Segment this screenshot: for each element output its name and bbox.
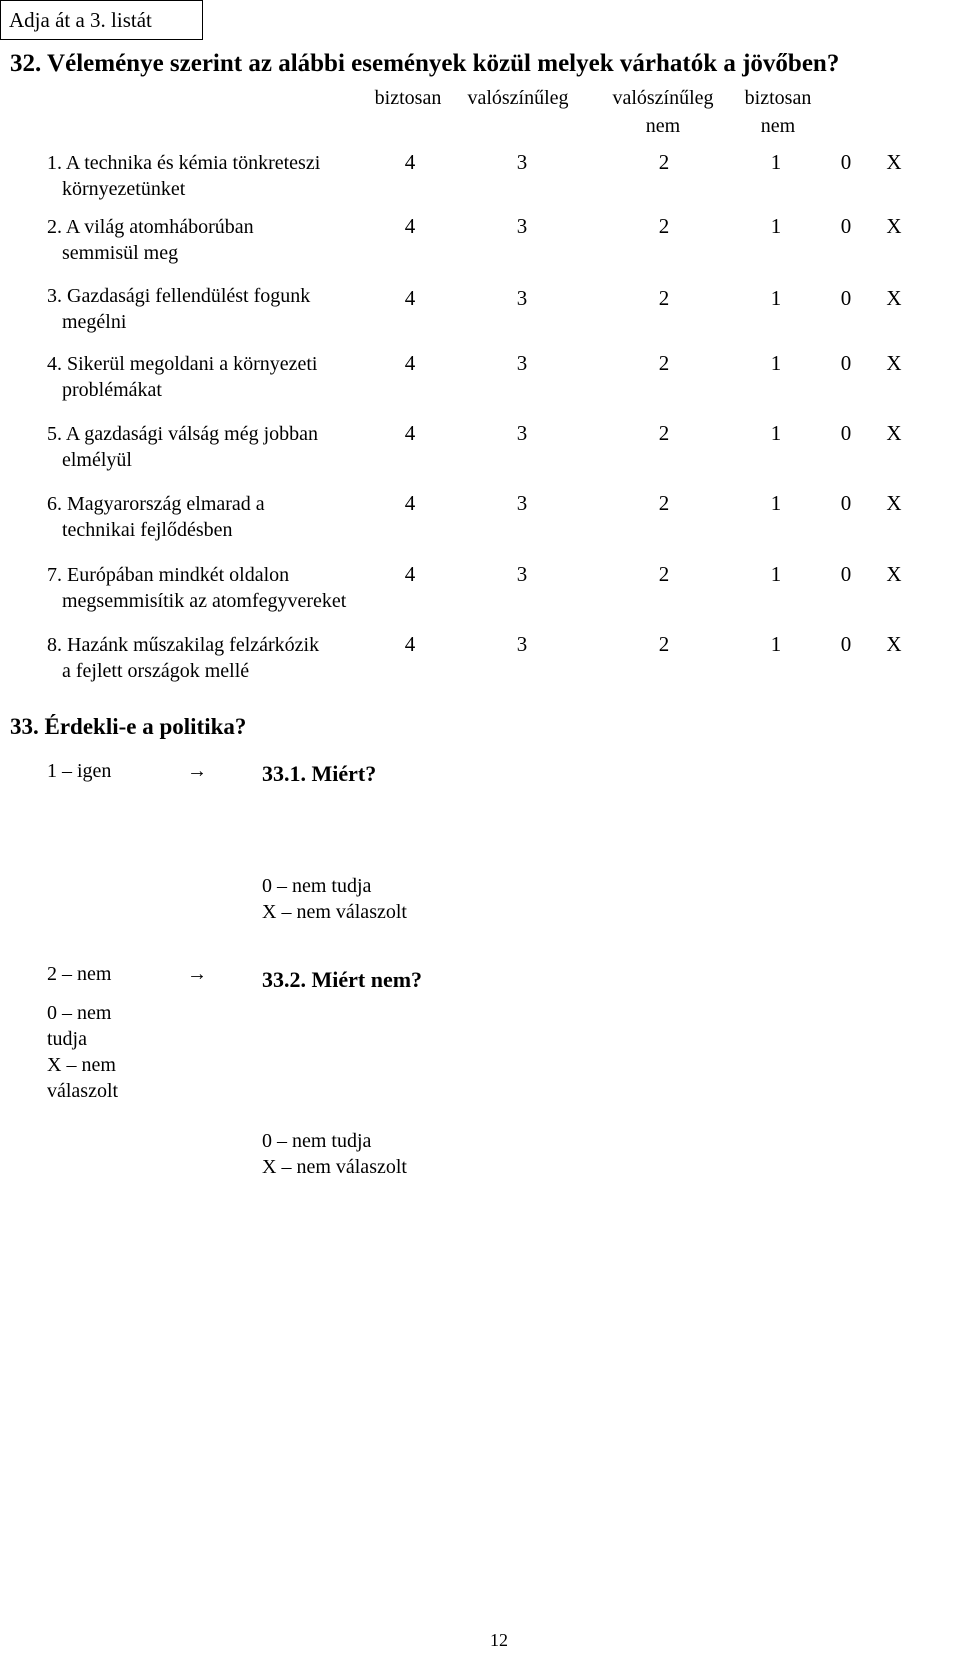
- answer-code[interactable]: 3: [516, 491, 528, 515]
- statement-line1: 8. Hazánk műszakilag felzárkózik: [47, 634, 320, 656]
- statement-line2: megsemmisítik az atomfegyvereket: [62, 590, 347, 612]
- answer-code[interactable]: 3: [516, 632, 528, 656]
- statement-label: [47, 632, 319, 684]
- answer-code[interactable]: 2: [658, 421, 670, 445]
- instruction-box: Adja át a 3. listát: [0, 0, 203, 40]
- statement-line2: problémákat: [62, 379, 162, 401]
- arrow-icon: →: [187, 760, 207, 782]
- statement-label: [47, 351, 317, 403]
- note-left: 0 – nem tudja X – nem válaszolt: [47, 1002, 119, 1102]
- answer-code[interactable]: 0: [840, 562, 852, 586]
- option-yes: 1 – igen: [47, 760, 112, 782]
- answer-code[interactable]: 4: [404, 562, 416, 586]
- statement-label: [47, 283, 310, 335]
- header-biztosan: biztosan: [374, 87, 442, 109]
- answer-code[interactable]: 0: [840, 214, 852, 238]
- answer-code[interactable]: 4: [404, 150, 416, 174]
- option-no: 2 – nem: [47, 963, 112, 985]
- answer-code[interactable]: 4: [404, 632, 416, 656]
- answer-code[interactable]: X: [886, 421, 902, 445]
- header-valoszinuleg-nem: valószínűleg nem: [612, 87, 714, 137]
- page-number: 12: [490, 1630, 508, 1650]
- answer-code[interactable]: X: [886, 150, 902, 174]
- answer-code[interactable]: 2: [658, 214, 670, 238]
- header-biztosan-nem: biztosan nem: [744, 87, 812, 137]
- answer-code[interactable]: 3: [516, 421, 528, 445]
- answer-code[interactable]: 2: [658, 562, 670, 586]
- answer-code[interactable]: 2: [658, 286, 670, 310]
- answer-code[interactable]: 3: [516, 351, 528, 375]
- answer-code[interactable]: X: [886, 286, 902, 310]
- answer-code[interactable]: 4: [404, 286, 416, 310]
- answer-code[interactable]: X: [886, 214, 902, 238]
- statement-line1: 6. Magyarország elmarad a: [47, 493, 265, 515]
- answer-code[interactable]: 0: [840, 491, 852, 515]
- statement-line2: megélni: [62, 311, 127, 333]
- answer-code[interactable]: X: [886, 351, 902, 375]
- question-33-title: 33. Érdekli-e a politika?: [10, 714, 247, 739]
- statement-label: [47, 562, 346, 614]
- answer-code[interactable]: X: [886, 632, 902, 656]
- note-33-2: 0 – nem tudja X – nem válaszolt: [262, 1130, 407, 1178]
- answer-code[interactable]: 3: [516, 286, 528, 310]
- statement-line1: 2. A világ atomháborúban: [47, 216, 254, 238]
- statement-line1: 5. A gazdasági válság még jobban: [47, 423, 319, 445]
- statement-label: [47, 421, 318, 473]
- answer-code[interactable]: 2: [658, 491, 670, 515]
- answer-code[interactable]: 1: [770, 421, 782, 445]
- statement-label: [47, 214, 254, 266]
- answer-code[interactable]: 2: [658, 150, 670, 174]
- answer-code[interactable]: 0: [840, 632, 852, 656]
- answer-code[interactable]: 1: [770, 351, 782, 375]
- statement-line2: elmélyül: [62, 449, 132, 471]
- answer-code[interactable]: 2: [658, 632, 670, 656]
- answer-code[interactable]: 3: [516, 214, 528, 238]
- answer-code[interactable]: X: [886, 491, 902, 515]
- answer-code[interactable]: 1: [770, 150, 782, 174]
- statement-label: [47, 150, 320, 202]
- answer-code[interactable]: 0: [840, 286, 852, 310]
- answer-code[interactable]: 1: [770, 214, 782, 238]
- question-32-title: 32. Véleménye szerint az alábbi események közül melyek várhatók a jövőben?: [10, 50, 840, 77]
- answer-code[interactable]: 1: [770, 286, 782, 310]
- subquestion-33-1: 33.1. Miért?: [262, 761, 377, 786]
- answer-code[interactable]: 4: [404, 491, 416, 515]
- note-33-1: 0 – nem tudja X – nem válaszolt: [262, 875, 407, 923]
- statement-line2: technikai fejlődésben: [62, 519, 233, 541]
- answer-code[interactable]: 0: [840, 150, 852, 174]
- answer-code[interactable]: 2: [658, 351, 670, 375]
- statement-line2: a fejlett országok mellé: [62, 660, 250, 682]
- answer-code[interactable]: 0: [840, 421, 852, 445]
- answer-code[interactable]: 3: [516, 562, 528, 586]
- arrow-icon: →: [187, 963, 207, 985]
- answer-code[interactable]: 4: [404, 214, 416, 238]
- statement-line1: 4. Sikerül megoldani a környezeti: [47, 353, 318, 375]
- answer-code[interactable]: 1: [770, 562, 782, 586]
- statement-line1: 1. A technika és kémia tönkreteszi: [47, 152, 321, 174]
- statement-line1: 7. Európában mindkét oldalon: [47, 564, 290, 586]
- answer-code[interactable]: 4: [404, 421, 416, 445]
- statement-line1: 3. Gazdasági fellendülést fogunk: [47, 285, 311, 307]
- answer-code[interactable]: 3: [516, 150, 528, 174]
- answer-code[interactable]: 0: [840, 351, 852, 375]
- answer-code[interactable]: X: [886, 562, 902, 586]
- header-valoszinuleg: valószínűleg: [467, 87, 569, 109]
- statement-line2: környezetünket: [62, 178, 186, 200]
- answer-code[interactable]: 4: [404, 351, 416, 375]
- statement-line2: semmisül meg: [62, 242, 179, 264]
- statement-label: [47, 491, 265, 543]
- answer-code[interactable]: 1: [770, 491, 782, 515]
- subquestion-33-2: 33.2. Miért nem?: [262, 967, 423, 992]
- answer-code[interactable]: 1: [770, 632, 782, 656]
